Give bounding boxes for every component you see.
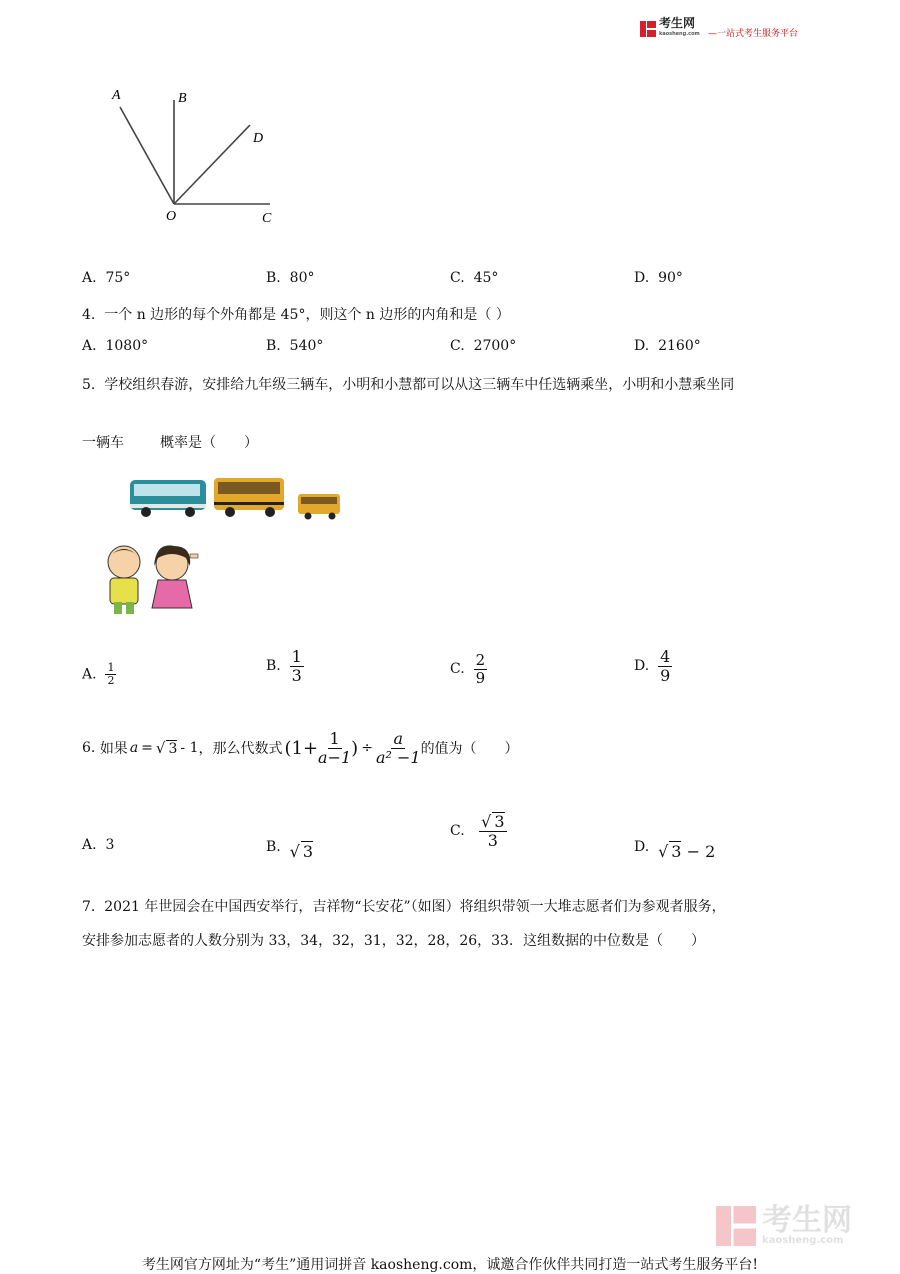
q6-option-a: A. 3 <box>82 837 115 853</box>
q4-option-c: C. 2700° <box>450 338 517 354</box>
q4-stem: 4. 一个 n 边形的每个外角都是 45°，则这个 n 边形的内角和是（ ） <box>82 307 510 323</box>
label-b: B <box>178 91 187 106</box>
ray-oa <box>120 107 174 204</box>
q6-option-c: C. $\frac{√ 3}{3}$ <box>450 812 505 850</box>
header-slogan: —一站式考生服务平台 <box>708 29 799 39</box>
header-logo <box>640 18 700 40</box>
q3-option-b: B. 80° <box>266 270 315 286</box>
label-c: C <box>262 211 272 226</box>
children-illustration <box>100 540 210 616</box>
watermark-logo-icon <box>716 1206 756 1246</box>
q7-stem-line1: 7. 2021 年世园会在中国西安举行，吉祥物“长安花”（如图）将组织带领一大堆志愿者们为参观者服务， <box>82 899 726 915</box>
label-a: A <box>112 88 121 103</box>
q3-option-c: C. 45° <box>450 270 499 286</box>
logo-text <box>659 18 700 40</box>
bus-icon <box>130 480 206 517</box>
small-bus-icon <box>298 494 340 520</box>
girl-icon <box>152 545 198 608</box>
q6-stem: 6. 如果 a = √ 3 - 1 ，那么代数式 (1+ $\frac{1}{a-1}$ ) ÷ $\frac{a}{\text{a² −1}}$ 的值为（ ） <box>82 729 519 767</box>
q7-stem-line2: 安排参加志愿者的人数分别为 33，34，32，31，32，28，26，33．这组数据的中位数是（ ） <box>82 933 705 949</box>
kaosheng-logo-icon <box>640 21 656 37</box>
q5-stem-line1: 5. 学校组织春游，安排给九年级三辆车，小明和小慧都可以从这三辆车中任选辆乘坐，小明和小慧乘坐同 <box>82 377 735 393</box>
q6-option-b: B. √ 3 <box>266 839 314 861</box>
q3-option-a: A. 75° <box>82 270 131 286</box>
logo-name: 考生网 <box>659 16 696 30</box>
angle-figure <box>100 80 290 230</box>
q5-option-d: D. $\frac{4}{9}$ <box>634 647 671 685</box>
q4-option-d: D. 2160° <box>634 338 701 354</box>
ray-od <box>174 125 250 204</box>
q4-option-b: B. 540° <box>266 338 324 354</box>
q5-option-c: C. $\frac{2}{9}$ <box>450 651 486 687</box>
q3-option-d: D. 90° <box>634 270 683 286</box>
footer-text: 考生网官方网址为“考生”通用词拼音 kaosheng.com，诚邀合作伙伴共同打造一站式考生服务平台! <box>141 1257 759 1273</box>
school-bus-icon <box>214 478 284 517</box>
watermark: 考生网 kaosheng.com <box>716 1206 852 1246</box>
buses-illustration <box>126 472 346 524</box>
q4-option-a: A. 1080° <box>82 338 149 354</box>
q5-option-b: B. $\frac{1}{3}$ <box>266 647 302 685</box>
label-d: D <box>253 131 264 146</box>
q6-option-d: D. √ 3 − 2 <box>634 839 716 861</box>
label-o: O <box>166 209 177 224</box>
q5-option-a: A. $\frac{1}{2}$ <box>82 661 115 688</box>
q5-stem-line2: 一辆车 概率是（ ） <box>82 435 258 451</box>
logo-domain: kaosheng.com <box>659 31 700 37</box>
boy-icon <box>108 546 140 614</box>
